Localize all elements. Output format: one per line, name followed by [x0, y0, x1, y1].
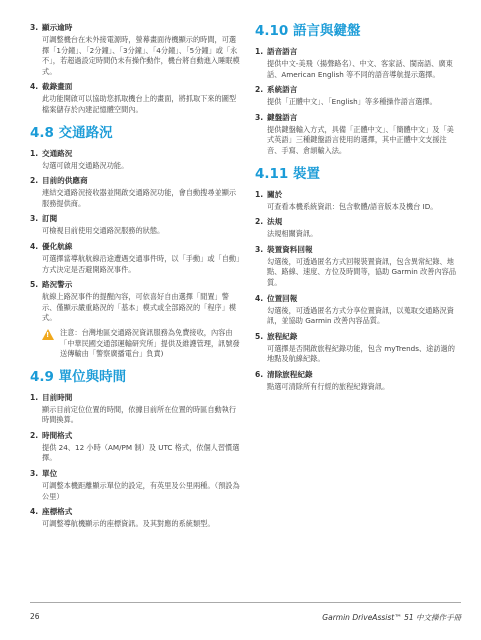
list-item [30, 430, 241, 464]
section-heading-units: 4.9 單位與時間 [30, 368, 127, 385]
list-item [30, 213, 241, 237]
item-title-text: 法規 [267, 217, 283, 227]
list-item [255, 331, 461, 365]
item-title-text: 座標格式 [42, 507, 73, 517]
item-number: 3. [255, 244, 264, 254]
item-title [255, 369, 461, 380]
item-body: 可檢視目前使用交通路況服務的狀態。 [42, 226, 165, 236]
item-body: 提供 24、12 小時（AM/PM 制）及 UTC 格式，依個人習慣選擇。 [42, 442, 240, 463]
list-item [30, 506, 241, 530]
list-item [255, 293, 461, 327]
traffic-note [42, 328, 241, 360]
page-number: 26 [30, 612, 40, 621]
item-body: 提供「正體中文」、「English」等多種操作語言選擇。 [267, 97, 437, 107]
list-item [30, 279, 241, 324]
items-language [255, 46, 461, 157]
item-title-text: 交通路況 [42, 148, 73, 158]
item-title-text: 位置回報 [267, 293, 298, 303]
item-number: 1. [255, 47, 264, 56]
item-title [255, 46, 461, 57]
item-title-text: 目前時間 [42, 392, 73, 402]
item-body: 可選擇當導航航線沿途遭遇交通事件時，以「手動」或「自動」方式決定是否避開路況事件。 [42, 253, 240, 274]
section-heading-language: 4.10 語言與鍵盤 [255, 23, 361, 39]
item-title [30, 430, 241, 441]
list-item [255, 216, 461, 240]
item-body: 可選擇是否開啟旅程紀錄功能，包含 myTrends、途訪過的地點及航線紀錄。 [267, 343, 455, 364]
item-number: 4. [30, 241, 39, 251]
item-number: 2. [255, 85, 264, 95]
list-item [30, 175, 241, 209]
warning-icon: ! [42, 329, 54, 340]
item-title-text: 清除旅程紀錄 [267, 369, 313, 379]
item-number: 5. [30, 280, 39, 290]
item-body: 此功能開啟可以協助您抓取機台上的畫面，將抓取下來的圖型檔案儲存於內建記憶體空間內。 [42, 94, 237, 114]
item-title-text: 截錄畫面 [42, 82, 73, 92]
item-number: 1. [30, 392, 39, 402]
item-body: 顯示目前定位位置的時間，依據目前所在位置的時區自動執行時間換算。 [42, 404, 237, 425]
item-number: 4. [255, 293, 264, 303]
list-item [255, 46, 461, 80]
items-device [255, 189, 461, 393]
item-title-text: 路況警示 [42, 280, 73, 290]
item-title [30, 468, 241, 479]
item-body: 連結交通路況接收器並開啟交通路況功能，會自動搜尋並顯示服務提供商。 [42, 188, 237, 208]
item-body: 航線上路況事件的提醒內容，可依喜好自由選擇「閒置」警示、僅顯示嚴重路況的「基本」模式或全部路況的「程序」模式。 [42, 292, 237, 323]
item-title-text: 訂閱 [42, 214, 58, 224]
item-title [30, 506, 241, 517]
item-title [30, 241, 241, 252]
item-title [255, 84, 461, 95]
item-number: 3. [30, 469, 39, 479]
item-body: 可調整導航機顯示的座標資訊。及其對應的系統類型。 [42, 519, 215, 529]
item-title [30, 175, 241, 186]
list-item [30, 468, 241, 502]
item-title [255, 244, 461, 255]
list-item [255, 189, 461, 213]
item-title [30, 22, 241, 33]
list-item [30, 392, 241, 426]
item-title [255, 331, 461, 342]
item-title [30, 213, 241, 224]
item-title-text: 時間格式 [42, 430, 73, 440]
item-number: 1. [30, 148, 39, 158]
item-title [255, 112, 461, 123]
right-column [255, 22, 461, 397]
item-number: 5. [255, 331, 264, 341]
item-title-text: 旅程紀錄 [267, 331, 298, 341]
item-title [255, 293, 461, 304]
section-heading-device: 4.11 裝置 [255, 165, 321, 182]
list-item [255, 369, 461, 393]
item-number: 1. [255, 189, 264, 199]
item-title [255, 216, 461, 227]
item-title [30, 81, 241, 92]
item-body: 點選可清除所有行經的旅程紀錄資訊。 [267, 381, 390, 391]
note-text: 注意：台灣地區交通路況資訊服務為免費接收，內容由「中華民國交通部運輸研究所」提供及維護管理，訊號發送傳輸由「警察廣播電台」負責) [60, 327, 240, 359]
item-body: 勾選後，可透過匿名方式分享位置資訊，以蒐取交通路況資訊，並協助 Garmin 改善內容品質。 [267, 305, 454, 326]
item-number: 3. [30, 23, 39, 32]
manual-title: Garmin DriveAssist™ 51 中文操作手冊 [322, 613, 461, 622]
items-top [30, 22, 241, 116]
item-title-text: 顯示逾時 [42, 23, 73, 32]
item-title-text: 系統語言 [267, 85, 298, 95]
list-item [30, 241, 241, 275]
left-column [30, 22, 241, 534]
item-title [30, 279, 241, 290]
item-title-text: 裝置資料回報 [267, 244, 313, 254]
item-title [255, 189, 461, 200]
item-body: 可查看本機系統資訊：包含軟體/語音版本及機台 ID。 [267, 201, 438, 211]
item-number: 6. [255, 369, 264, 379]
item-title [30, 392, 241, 403]
list-item [255, 112, 461, 157]
item-body: 可調整本機距離顯示單位的設定，有英里及公里兩種。（預設為公里） [42, 481, 240, 501]
item-number: 2. [255, 217, 264, 227]
list-item [255, 84, 461, 108]
item-number: 2. [30, 430, 39, 440]
item-body: 法規相關資訊。 [267, 229, 318, 239]
items-units [30, 392, 241, 530]
item-title-text: 鍵盤語言 [267, 112, 298, 122]
item-number: 3. [255, 112, 264, 122]
item-body: 可調整機台在未外接電源時，螢幕畫面待機顯示的時間，可選擇「1分鐘」、「2分鐘」、「3分鐘」、「4分鐘」、「5分鐘」或「永不」，若超過設定時間仍未有操作動作，機台將自動進入睡眠模式。 [42, 35, 240, 76]
item-title-text: 語音語言 [267, 47, 298, 56]
item-title [30, 148, 241, 159]
section-heading-traffic: 4.8 交通路況 [30, 124, 113, 141]
list-item [30, 22, 241, 77]
item-body: 提供鍵盤輸入方式，具備「正體中文」、「簡體中文」及「美式英語」三種鍵盤語言使用的選擇，其中正體中文支援注音、手寫、倉頡輸入法。 [267, 124, 454, 155]
item-title-text: 目前的供應商 [42, 176, 88, 186]
list-item [30, 148, 241, 172]
item-number: 4. [30, 82, 39, 92]
items-traffic [30, 148, 241, 324]
item-number: 3. [30, 214, 39, 224]
item-title-text: 關於 [267, 189, 283, 199]
item-body: 勾選後，可透過匿名方式回報裝置資訊，包含異常紀錄、地點、路線、速度、方位及時間等，協助 Garmin 改善內容品質。 [267, 256, 457, 287]
item-body: 提供中文-美飛（揚聲路名）、中文、客家話、閩南語、廣東話、American English 等不同的語音導航提示選擇。 [267, 59, 453, 79]
item-title-text: 優化航線 [42, 241, 73, 251]
item-title-text: 單位 [42, 469, 58, 479]
item-body: 勾選可啟用交通路況功能。 [42, 160, 129, 170]
item-number: 4. [30, 507, 39, 517]
item-number: 2. [30, 176, 39, 186]
list-item [30, 81, 241, 115]
list-item [255, 244, 461, 289]
footer-divider [30, 602, 461, 603]
